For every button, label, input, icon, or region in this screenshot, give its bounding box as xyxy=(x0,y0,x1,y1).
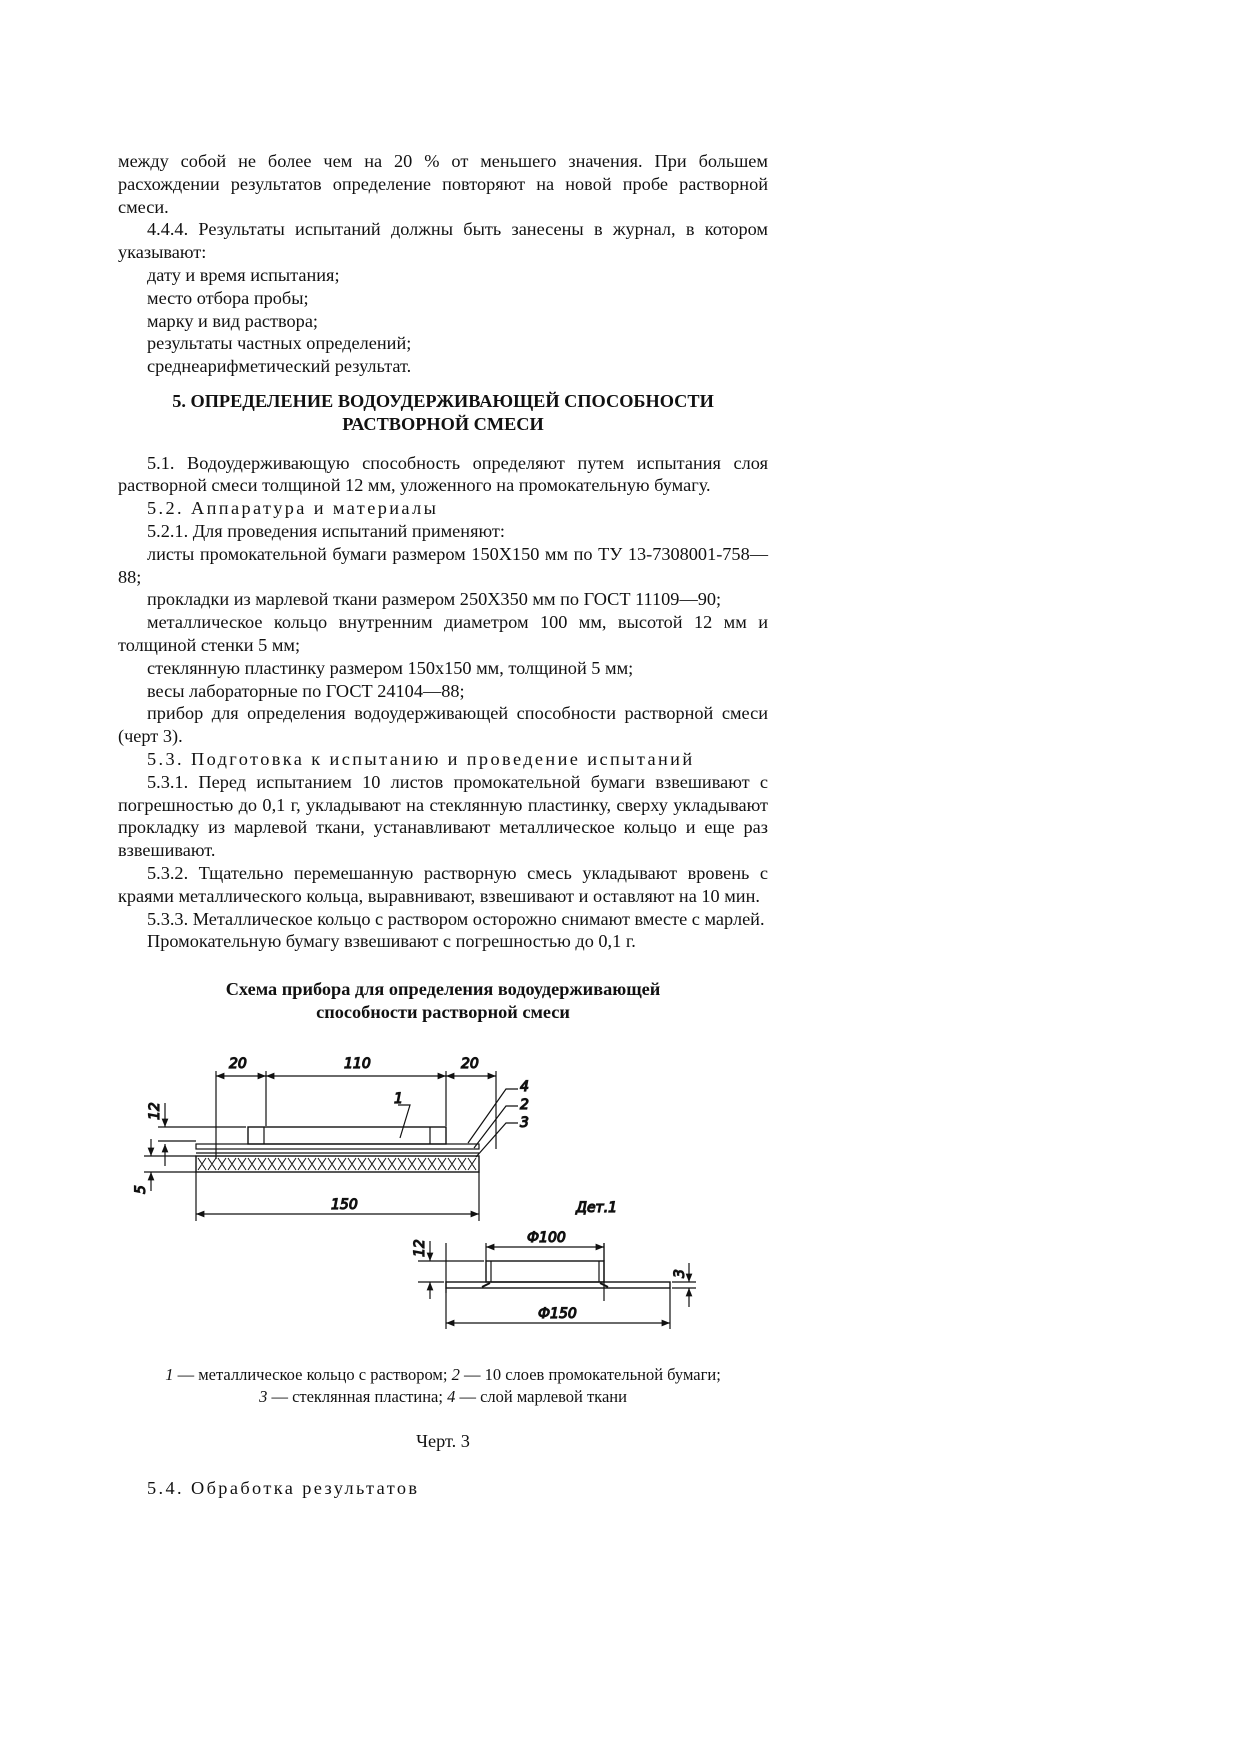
list-item: дату и время испытания; xyxy=(147,264,340,285)
dimension-label: Ф150 xyxy=(538,1306,577,1323)
section-5-title xyxy=(118,390,768,436)
dimension-label: 20 xyxy=(229,1056,247,1073)
detail-label: Дет.1 xyxy=(576,1200,618,1217)
figure-caption xyxy=(118,1364,768,1408)
subsection-5-4-title: 5.4. Обработка результатов xyxy=(147,1477,420,1498)
list-item: место отбора пробы; xyxy=(147,287,309,308)
list-item: среднеарифметический результат. xyxy=(147,356,412,377)
subsection-5-3-title: 5.3. Подготовка к испытанию и проведение испытаний xyxy=(147,748,695,769)
figure-title xyxy=(118,978,768,1024)
apparatus-diagram xyxy=(118,1031,768,1361)
caption-text: — стеклянная пластина; xyxy=(267,1387,448,1407)
caption-line xyxy=(118,1386,768,1408)
figure-number: Черт. 3 xyxy=(416,1431,470,1452)
paragraph-continuation: между собой не более чем на 20 % от меньшего значения. При большем расхождении результатов определение повторяют на новой пробе растворной смеси. xyxy=(118,151,768,217)
paragraph-5-3-3-b: Промокательную бумагу взвешивают с погрешностью до 0,1 г. xyxy=(147,931,636,952)
caption-line xyxy=(118,1364,768,1386)
subsection-5-2-title: 5.2. Аппаратура и материалы xyxy=(147,498,439,519)
dimension-label: 20 xyxy=(461,1056,479,1073)
paragraph-4-4-4: 4.4.4. Результаты испытаний должны быть занесены в журнал, в котором указывают: xyxy=(118,219,768,263)
document-page xyxy=(118,150,768,1500)
list-item: марку и вид раствора; xyxy=(147,310,319,331)
caption-text: — металлическое кольцо с раствором; xyxy=(173,1365,452,1385)
section-title-line: РАСТВОРНОЙ СМЕСИ xyxy=(342,413,544,434)
equipment-item: листы промокательной бумаги размером 150Х150 мм по ТУ 13-7308001-758—88; xyxy=(118,543,768,587)
figure-title-line: Схема прибора для определения водоудерживающей xyxy=(225,979,661,1000)
paragraph-5-3-1: 5.3.1. Перед испытанием 10 листов промокательной бумаги взвешивают с погрешностью до 0,1 г, укладывают на стеклянную пластинку, сверху укладывают прокладку из марлевой ткани, устанавливают металлическое кольцо и еще раз взвешивают. xyxy=(118,771,768,861)
dimension-label: Ф100 xyxy=(527,1230,566,1247)
dimension-label: 5 xyxy=(133,1185,149,1195)
equipment-item: металлическое кольцо внутренним диаметром 100 мм, высотой 12 мм и толщиной стенки 5 мм; xyxy=(118,612,768,655)
dimension-label: 110 xyxy=(344,1056,371,1073)
caption-text: — 10 слоев промокательной бумаги; xyxy=(459,1365,721,1385)
list-item: результаты частных определений; xyxy=(147,333,412,354)
equipment-item: прибор для определения водоудерживающей способности растворной смеси (черт 3). xyxy=(118,703,768,747)
equipment-item: стеклянную пластинку размером 150x150 мм, толщиной 5 мм; xyxy=(147,657,634,678)
callout-number: 2 xyxy=(520,1097,529,1114)
equipment-item: прокладки из марлевой ткани размером 250Х350 мм по ГОСТ 11109—90; xyxy=(147,589,722,610)
callout-number: 3 xyxy=(520,1115,529,1132)
caption-number: 2 xyxy=(451,1365,460,1385)
figure-title-line: способности растворной смеси xyxy=(316,1002,570,1023)
caption-number: 3 xyxy=(259,1387,268,1407)
section-title-line: 5. ОПРЕДЕЛЕНИЕ ВОДОУДЕРЖИВАЮЩЕЙ СПОСОБНОСТИ xyxy=(172,390,714,411)
equipment-item: весы лабораторные по ГОСТ 24104—88; xyxy=(147,680,465,701)
caption-text: — слой марлевой ткани xyxy=(455,1387,627,1407)
caption-number: 1 xyxy=(165,1365,174,1385)
caption-number: 4 xyxy=(447,1387,456,1407)
callout-number: 4 xyxy=(520,1079,529,1096)
paragraph-5-3-2: 5.3.2. Тщательно перемешанную растворную смесь укладывают вровень с краями металлического кольца, выравнивают, взвешивают и оставляют на 10 мин. xyxy=(118,862,768,906)
paragraph-5-3-3: 5.3.3. Металлическое кольцо с раствором осторожно снимают вместе с марлей. xyxy=(147,908,765,929)
paragraph-5-1: 5.1. Водоудерживающую способность определяют путем испытания слоя растворной смеси толщиной 12 мм, уложенного на промокательную бумагу. xyxy=(118,452,768,496)
dimension-label: 3 xyxy=(672,1269,688,1279)
dimension-label: 12 xyxy=(147,1102,163,1121)
callout-number: 1 xyxy=(394,1091,403,1108)
dimension-label: 150 xyxy=(331,1197,358,1214)
dimension-label: 12 xyxy=(412,1239,428,1258)
paragraph-5-2-1: 5.2.1. Для проведения испытаний применяют: xyxy=(147,520,505,541)
